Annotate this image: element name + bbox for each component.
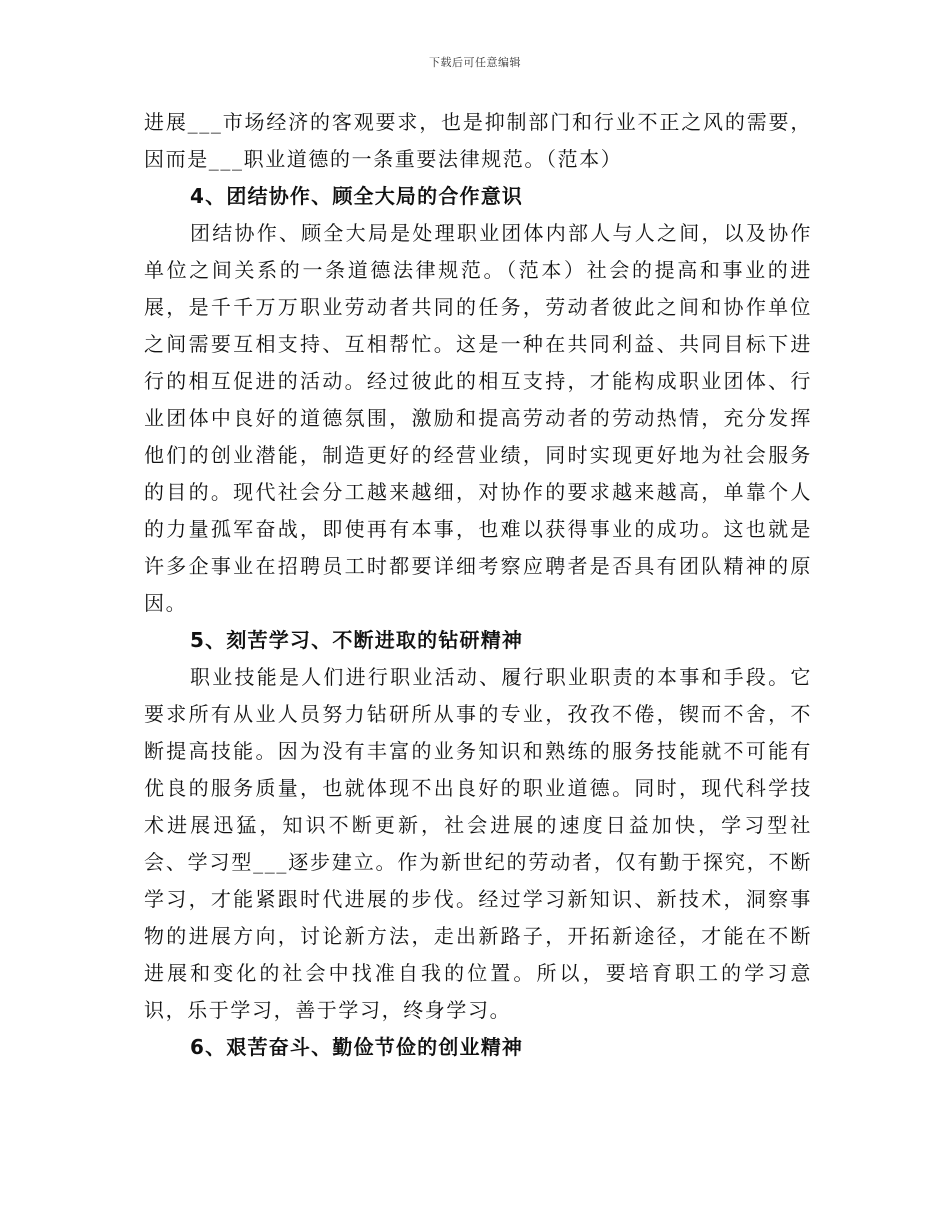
document-body: [144, 104, 812, 1066]
paragraph-section-5: 职业技能是人们进行职业活动、履行职业职责的本事和手段。它要求所有从业人员努力钻研所从事的专业，孜孜不倦，锲而不舍，不断提高技能。因为没有丰富的业务知识和熟练的服务技能就不可能有优良的服务质量，也就体现不出良好的职业道德。同时，现代科学技术进展迅猛，知识不断更新，社会进展的速度日益加快，学习型社会、学习型___逐步建立。作为新世纪的劳动者，仅有勤于探究，不断学习，才能紧跟时代进展的步伐。经过学习新知识、新技术，洞察事物的进展方向，讨论新方法，走出新路子，开拓新途径，才能在不断进展和变化的社会中找准自我的位置。所以，要培育职工的学习意识，乐于学习，善于学习，终身学习。: [144, 665, 812, 1022]
paragraph-continued: 进展___市场经济的客观要求，也是抑制部门和行业不正之风的需要，因而是___职业道德的一条重要法律规范。（范本）: [144, 110, 812, 171]
page-header: 下载后可任意编辑: [429, 56, 521, 69]
section-heading-4: 4、团结协作、顾全大局的合作意识: [190, 184, 524, 208]
section-heading-6: 6、艰苦奋斗、勤俭节俭的创业精神: [190, 1035, 524, 1059]
paragraph-section-4: 团结协作、顾全大局是处理职业团体内部人与人之间，以及协作单位之间关系的一条道德法律规范。（范本）社会的提高和事业的进展，是千千万万职业劳动者共同的任务，劳动者彼此之间和协作单位之间需要互相支持、互相帮忙。这是一种在共同利益、共同目标下进行的相互促进的活动。经过彼此的相互支持，才能构成职业团体、行业团体中良好的道德氛围，激励和提高劳动者的劳动热情，充分发挥他们的创业潜能，制造更好的经营业绩，同时实现更好地为社会服务的目的。现代社会分工越来越细，对协作的要求越来越高，单靠个人的力量孤军奋战，即使再有本事，也难以获得事业的成功。这也就是许多企事业在招聘员工时都要详细考察应聘者是否具有团队精神的原因。: [144, 221, 812, 615]
section-heading-5: 5、刻苦学习、不断进取的钻研精神: [190, 628, 524, 652]
